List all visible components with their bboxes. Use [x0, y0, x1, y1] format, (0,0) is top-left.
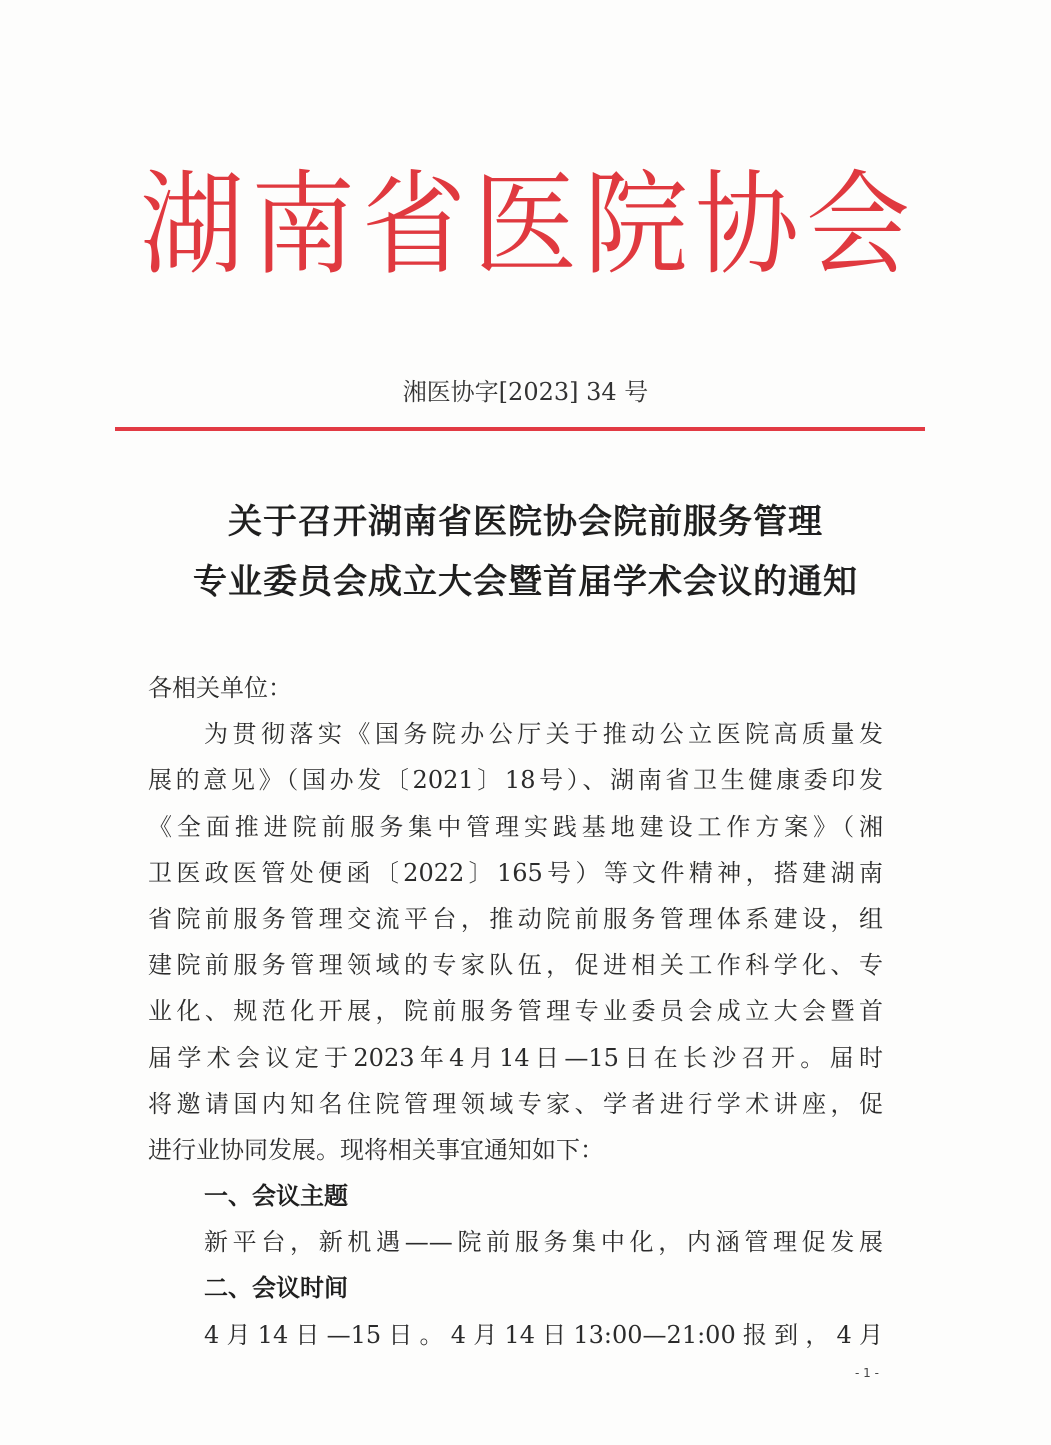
page-number: - 1 - — [855, 1366, 879, 1380]
letterhead-char: 医 — [473, 158, 578, 291]
salutation: 各相关单位： — [148, 674, 292, 702]
letterhead-char: 湖 — [140, 158, 245, 291]
paragraph-line: 为贯彻落实《国务院办公厅关于推动公立医院高质量发 — [204, 720, 883, 749]
document-title — [0, 492, 1051, 612]
paragraph-line: 届学术会议定于2023年4月14日—15日在长沙召开。届时 — [148, 1043, 883, 1072]
red-separator-line — [115, 427, 925, 431]
section-heading-time: 二、会议时间 — [204, 1274, 348, 1303]
document-body — [148, 665, 883, 1358]
paragraph-line: 将邀请国内知名住院管理领域专家、学者进行学术讲座，促 — [148, 1089, 883, 1118]
paragraph-line: 进行业协同发展。现将相关事宜通知如下： — [148, 1135, 604, 1164]
paragraph-line: 卫医政医管处便函〔2022〕165号）等文件精神，搭建湖南 — [148, 858, 883, 887]
paragraph-line: 《全面推进院前服务集中管理实践基地建设工作方案》（湘 — [148, 812, 883, 841]
letterhead-char: 协 — [695, 158, 800, 291]
title-line-2: 专业委员会成立大会暨首届学术会议的通知 — [193, 562, 858, 602]
section-heading-theme: 一、会议主题 — [204, 1182, 348, 1211]
section-text-time: 4月14日—15日。4月14日13:00—21:00报到，4月 — [204, 1320, 883, 1349]
letterhead-char: 省 — [362, 158, 467, 291]
paragraph-line: 省院前服务管理交流平台，推动院前服务管理体系建设，组 — [148, 904, 883, 933]
letterhead-char: 南 — [251, 158, 356, 291]
document-number: 湘医协字[2023] 34 号 — [402, 378, 649, 406]
paragraph-line: 业化、规范化开展，院前服务管理专业委员会成立大会暨首 — [148, 997, 883, 1026]
section-text-theme: 新平台，新机遇——院前服务集中化，内涵管理促发展 — [204, 1228, 883, 1257]
organization-letterhead — [140, 150, 911, 291]
letterhead-char: 会 — [806, 158, 911, 291]
paragraph-line: 建院前服务管理领域的专家队伍，促进相关工作科学化、专 — [148, 951, 883, 980]
paragraph-line: 展的意见》（国办发〔2021〕18号）、湖南省卫生健康委印发 — [148, 766, 883, 795]
letterhead-char: 院 — [584, 158, 689, 291]
title-line-1: 关于召开湖南省医院协会院前服务管理 — [228, 502, 823, 542]
